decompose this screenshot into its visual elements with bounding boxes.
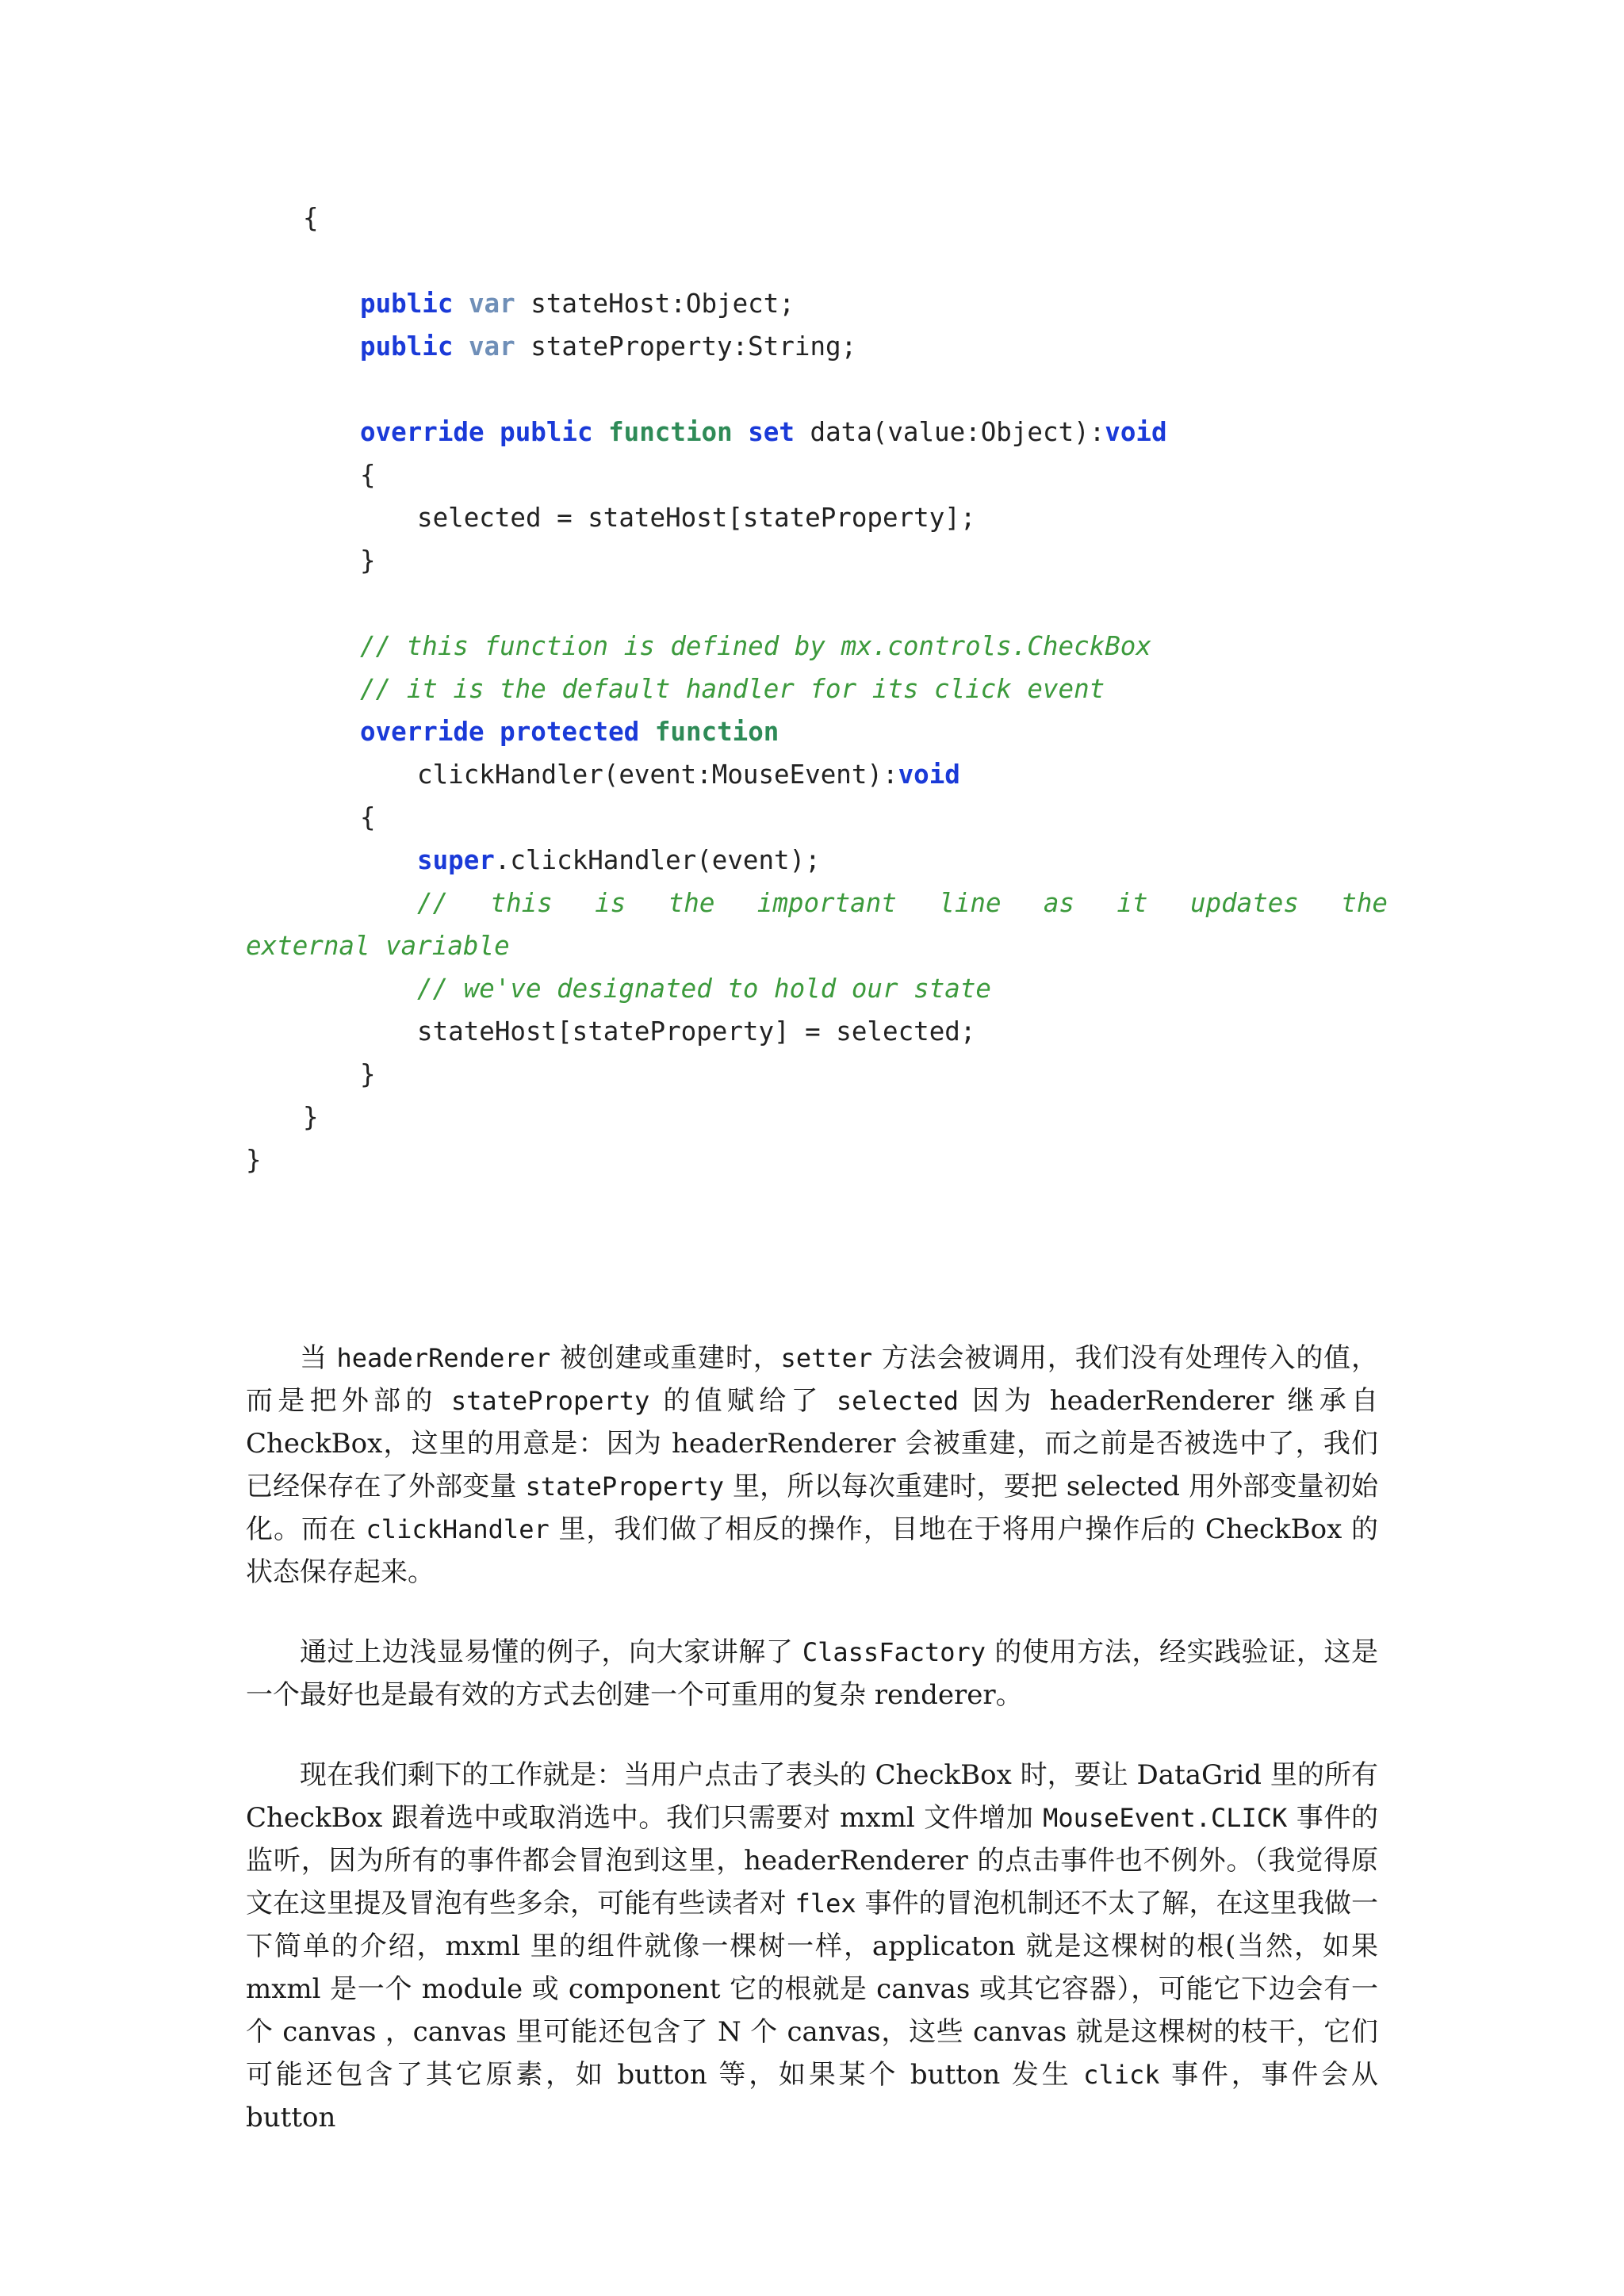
code-text: .clickHandler(event);: [494, 845, 821, 875]
code-text: clickHandler(event:MouseEvent):: [417, 760, 898, 790]
code-line-open-brace: [360, 796, 376, 839]
text: 里，我们做了相反的操作，目地在于将用户操作后的 CheckBox 的状态保存起来。: [246, 1513, 1378, 1588]
code-line-close-brace: [246, 1138, 262, 1181]
inline-code: headerRenderer: [336, 1343, 551, 1373]
code-text: }: [303, 1102, 319, 1132]
code-text: {: [303, 203, 319, 233]
inline-code: ClassFactory: [802, 1637, 986, 1667]
inline-code: clickHandler: [366, 1514, 550, 1544]
code-text: }: [246, 1145, 262, 1175]
text: 通过上边浅显易懂的例子，向大家讲解了: [300, 1636, 802, 1668]
comment-word: the: [1341, 888, 1388, 918]
comment-word: this: [490, 888, 553, 918]
keyword: var: [468, 289, 515, 319]
keyword: set: [748, 417, 795, 447]
code-text: {: [360, 802, 376, 832]
paragraph-classfactory-summary: [246, 1631, 1378, 1716]
code-comment: // it is the default handler for its click event: [360, 674, 1105, 704]
inline-code: flex: [795, 1888, 856, 1919]
text: 当: [300, 1342, 337, 1374]
code-comment-wrap: external variable: [246, 931, 510, 961]
code-line-override-protected: [360, 710, 779, 753]
code-line-stateproperty-decl: [360, 325, 856, 368]
text: 事件，事件会从 button: [246, 2059, 1379, 2133]
inline-code: stateProperty: [450, 1386, 650, 1416]
comment-word: is: [595, 888, 626, 918]
code-line-super-call: [417, 839, 821, 882]
inline-code: setter: [780, 1343, 873, 1373]
inline-code: selected: [836, 1386, 959, 1416]
inline-code: click: [1083, 2060, 1160, 2090]
inline-code: MouseEvent.CLICK: [1043, 1803, 1288, 1833]
keyword: public: [360, 331, 454, 362]
code-comment: // we've designated to hold our state: [417, 974, 991, 1004]
comment-word: as: [1043, 888, 1075, 918]
code-text: }: [360, 1059, 376, 1089]
comment-word: //: [417, 888, 449, 918]
code-text: stateHost[stateProperty] = selected;: [417, 1016, 976, 1047]
code-line-close-brace: [303, 1096, 319, 1138]
code-text: data(value:Object):: [794, 417, 1105, 447]
code-line-open-brace: [303, 197, 319, 239]
code-comment-justified: [417, 882, 1388, 924]
keyword: super: [417, 845, 495, 875]
code-text: selected = stateHost[stateProperty];: [417, 503, 976, 533]
comment-word: line: [939, 888, 1002, 918]
code-line-statehost-decl: [360, 282, 795, 325]
keyword: protected: [500, 717, 640, 747]
comment-word: the: [668, 888, 715, 918]
paragraph-remaining-work: [246, 1754, 1378, 2139]
keyword: override: [360, 417, 485, 447]
keyword: var: [468, 331, 515, 362]
code-line-selected-assign: [417, 496, 975, 539]
text: 的值赋给了: [649, 1385, 837, 1417]
code-text: stateHost:Object;: [515, 289, 795, 319]
code-text: {: [360, 460, 376, 490]
code-line-close-brace: [360, 1053, 376, 1096]
text: 现在我们剩下的工作就是：当用户点击了表头的 CheckBox 时，要让 DataGrid 里的所有 CheckBox 跟着选中或取消选中。我们只需要对 mxml 文件增加: [246, 1759, 1378, 1834]
code-line-open-brace: [360, 453, 376, 496]
keyword: public: [360, 289, 454, 319]
code-line-set-data: [360, 411, 1167, 453]
text: 事件的监听，因为所有的事件都会冒泡到这里，headerRenderer 的点击事件也不例外。（我觉得原文在这里提及冒泡有些多余，可能有些读者对: [246, 1802, 1378, 1919]
keyword: function: [654, 717, 779, 747]
code-text: }: [360, 545, 376, 576]
code-line-statehost-assign: [417, 1010, 975, 1053]
keyword: void: [898, 760, 960, 790]
comment-word: important: [756, 888, 897, 918]
text: 因为 headerRenderer 继承自 CheckBox，这里的用意是：因为 headerRenderer 会被重建，而之前是否被选中了，我们已经保存在了外部变量: [246, 1385, 1378, 1502]
comment-word: it: [1116, 888, 1148, 918]
text: 里，所以每次重建时，要把 selected 用外部变量初始化。而在: [246, 1471, 1379, 1545]
comment-word: updates: [1189, 888, 1299, 918]
keyword: public: [500, 417, 593, 447]
paragraph-headerrenderer-explanation: [246, 1337, 1378, 1594]
keyword: function: [608, 417, 733, 447]
inline-code: stateProperty: [525, 1471, 725, 1502]
text: 方法会被调用，我们没有处理传入的值，而是把外部的: [246, 1342, 1378, 1417]
code-text: stateProperty:String;: [515, 331, 857, 362]
keyword: void: [1105, 417, 1167, 447]
code-comment: // this function is defined by mx.controls.CheckBox: [360, 631, 1151, 661]
code-line-close-brace: [360, 539, 376, 582]
text: 的使用方法，经实践验证，这是一个最好也是最有效的方式去创建一个可重用的复杂 renderer。: [246, 1636, 1378, 1711]
keyword: override: [360, 717, 485, 747]
text: 被创建或重建时，: [550, 1342, 781, 1374]
text: 事件的冒泡机制还不太了解，在这里我做一下简单的介绍，mxml 里的组件就像一棵树一样，applicaton 就是这棵树的根(当然，如果 mxml 是一个 module 或 component 它的根就是 canvas 或其它容器），可能它下边会有一个 canvas ，canvas 里可能还包含了 N 个 canvas，这些 canvas 就是这棵树的枝干，它们可能还包含了其它原素，如 button 等，如果某个 button 发生: [246, 1888, 1378, 2091]
code-line-clickhandler-signature: [417, 753, 960, 796]
